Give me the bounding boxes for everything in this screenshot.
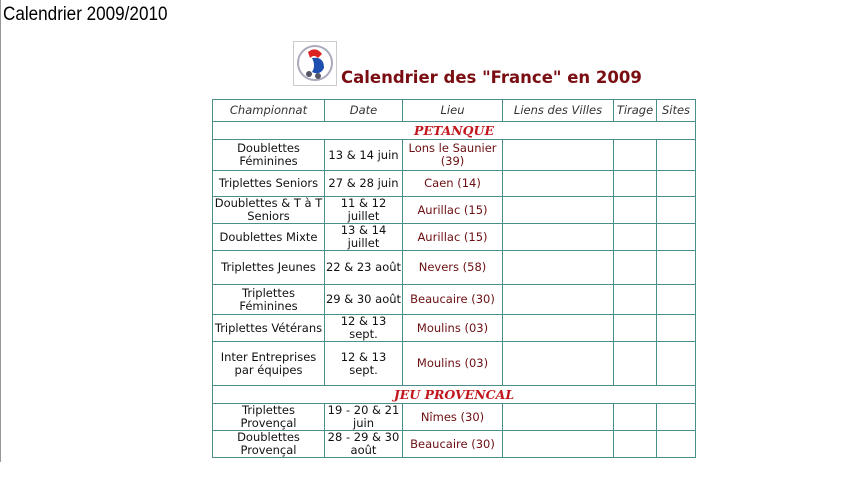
championnat-cell: Inter Entreprises par équipes bbox=[213, 342, 325, 386]
lieu-cell: Nîmes (30) bbox=[403, 404, 503, 431]
liens-cell bbox=[503, 197, 614, 224]
tirage-cell bbox=[614, 315, 657, 342]
table-row bbox=[213, 224, 696, 251]
liens-cell bbox=[503, 342, 614, 386]
date-cell: 11 & 12 juillet bbox=[325, 197, 403, 224]
sites-cell bbox=[657, 140, 696, 171]
lieu-cell: Nevers (58) bbox=[403, 251, 503, 285]
sites-cell bbox=[657, 171, 696, 197]
tirage-cell bbox=[614, 404, 657, 431]
section-header: PETANQUE bbox=[213, 122, 696, 140]
liens-cell bbox=[503, 431, 614, 458]
column-header: Tirage bbox=[614, 100, 657, 122]
table-row bbox=[213, 404, 696, 431]
liens-cell bbox=[503, 140, 614, 171]
sites-cell bbox=[657, 251, 696, 285]
column-header: Sites bbox=[657, 100, 696, 122]
table-row bbox=[213, 140, 696, 171]
sites-cell bbox=[657, 404, 696, 431]
column-header: Lieu bbox=[403, 100, 503, 122]
sites-cell bbox=[657, 431, 696, 458]
tirage-cell bbox=[614, 171, 657, 197]
lieu-cell: Aurillac (15) bbox=[403, 197, 503, 224]
lieu-cell: Beaucaire (30) bbox=[403, 285, 503, 315]
liens-cell bbox=[503, 315, 614, 342]
championnat-cell: Doublettes Mixte bbox=[213, 224, 325, 251]
date-cell: 27 & 28 juin bbox=[325, 171, 403, 197]
sites-cell bbox=[657, 315, 696, 342]
table-row bbox=[213, 342, 696, 386]
federation-logo bbox=[293, 41, 337, 86]
date-cell: 12 & 13 sept. bbox=[325, 315, 403, 342]
lieu-cell: Moulins (03) bbox=[403, 315, 503, 342]
tirage-cell bbox=[614, 197, 657, 224]
championnat-cell: Doublettes & T à T Seniors bbox=[213, 197, 325, 224]
column-header: Liens des Villes bbox=[503, 100, 614, 122]
lieu-cell: Beaucaire (30) bbox=[403, 431, 503, 458]
championnat-cell: Triplettes Jeunes bbox=[213, 251, 325, 285]
date-cell: 13 & 14 juillet bbox=[325, 224, 403, 251]
tirage-cell bbox=[614, 431, 657, 458]
table-row bbox=[213, 197, 696, 224]
section-header: JEU PROVENCAL bbox=[213, 386, 696, 404]
column-header: Championnat bbox=[213, 100, 325, 122]
calendar-heading: Calendrier des "France" en 2009 bbox=[341, 68, 642, 87]
table-row bbox=[213, 315, 696, 342]
lieu-cell: Moulins (03) bbox=[403, 342, 503, 386]
tirage-cell bbox=[614, 224, 657, 251]
page-title: Calendrier 2009/2010 bbox=[3, 4, 168, 25]
table-row bbox=[213, 285, 696, 315]
date-cell: 22 & 23 août bbox=[325, 251, 403, 285]
date-cell: 13 & 14 juin bbox=[325, 140, 403, 171]
liens-cell bbox=[503, 224, 614, 251]
table-row bbox=[213, 251, 696, 285]
table-row bbox=[213, 171, 696, 197]
date-cell: 19 - 20 & 21 juin bbox=[325, 404, 403, 431]
liens-cell bbox=[503, 404, 614, 431]
championnat-cell: Triplettes Féminines bbox=[213, 285, 325, 315]
column-header: Date bbox=[325, 100, 403, 122]
championnat-cell: Triplettes Seniors bbox=[213, 171, 325, 197]
liens-cell bbox=[503, 251, 614, 285]
sites-cell bbox=[657, 224, 696, 251]
tirage-cell bbox=[614, 251, 657, 285]
lieu-cell: Caen (14) bbox=[403, 171, 503, 197]
date-cell: 28 - 29 & 30 août bbox=[325, 431, 403, 458]
sites-cell bbox=[657, 285, 696, 315]
date-cell: 29 & 30 août bbox=[325, 285, 403, 315]
tirage-cell bbox=[614, 342, 657, 386]
lieu-cell: Aurillac (15) bbox=[403, 224, 503, 251]
sites-cell bbox=[657, 342, 696, 386]
page-left-border bbox=[0, 0, 1, 462]
date-cell: 12 & 13 sept. bbox=[325, 342, 403, 386]
championnat-cell: Doublettes Provençal bbox=[213, 431, 325, 458]
championnat-cell: Triplettes Vétérans bbox=[213, 315, 325, 342]
lieu-cell: Lons le Saunier (39) bbox=[403, 140, 503, 171]
table-row bbox=[213, 431, 696, 458]
liens-cell bbox=[503, 171, 614, 197]
championnat-cell: Triplettes Provençal bbox=[213, 404, 325, 431]
sites-cell bbox=[657, 197, 696, 224]
tirage-cell bbox=[614, 285, 657, 315]
liens-cell bbox=[503, 285, 614, 315]
championnat-cell: Doublettes Féminines bbox=[213, 140, 325, 171]
tirage-cell bbox=[614, 140, 657, 171]
calendar-table bbox=[212, 99, 696, 458]
